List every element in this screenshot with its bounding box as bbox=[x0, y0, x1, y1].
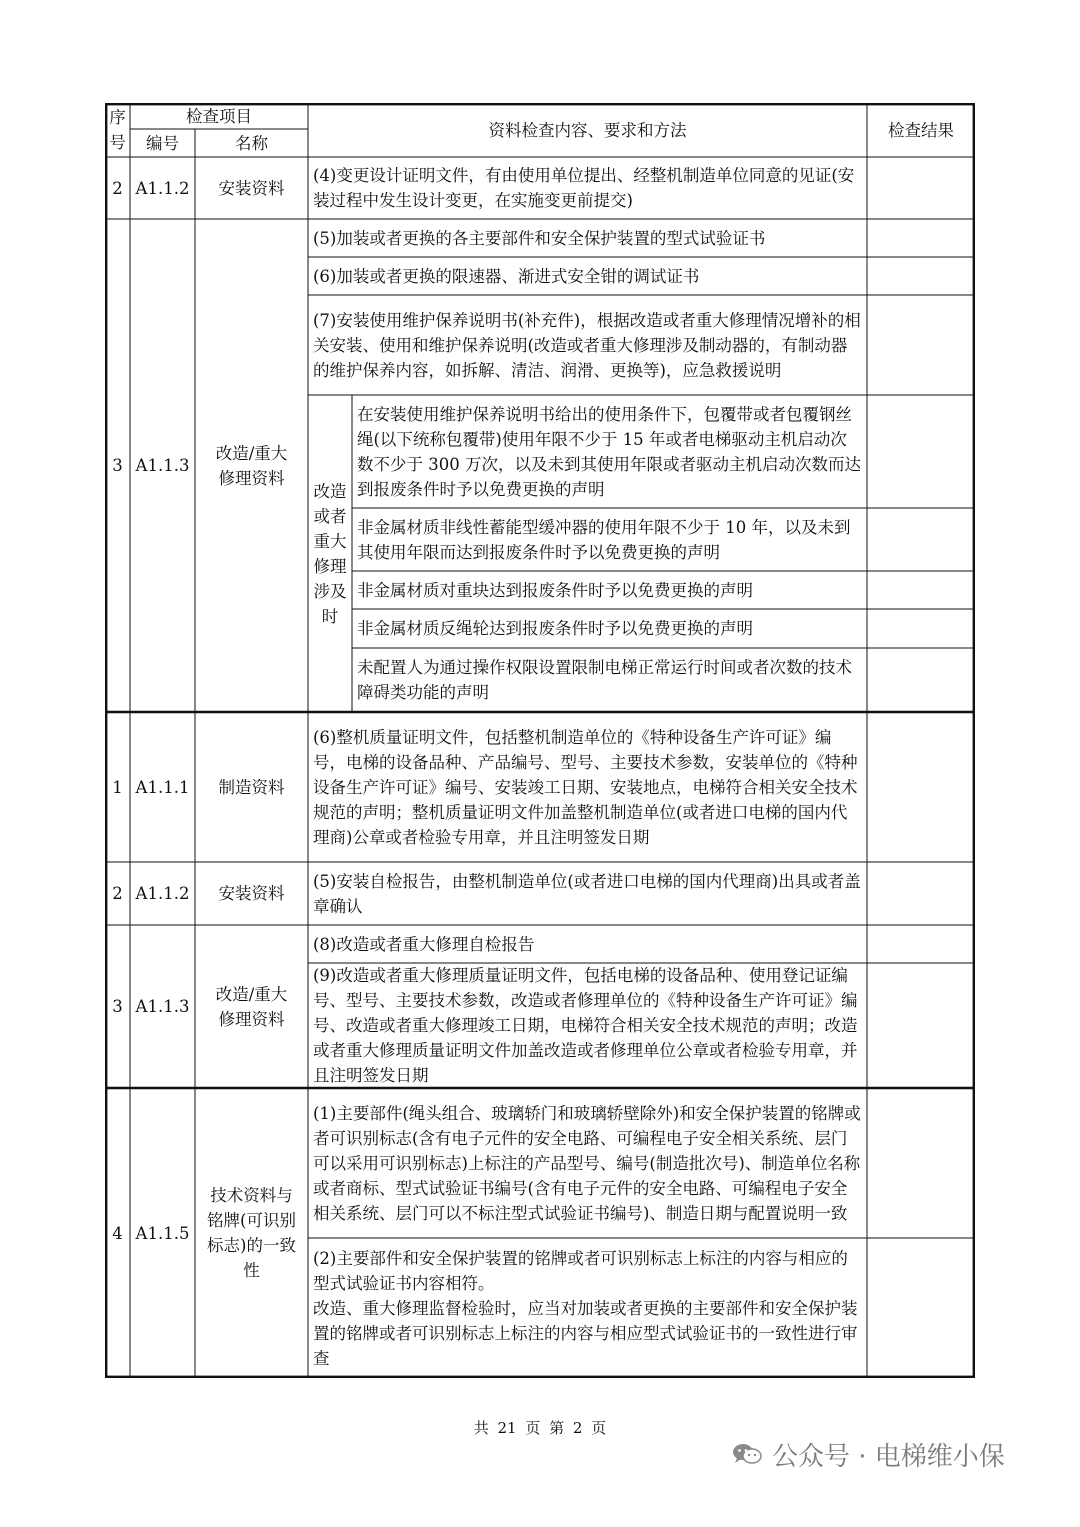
wechat-icon bbox=[732, 1442, 762, 1466]
row-seq: 2 bbox=[112, 178, 123, 198]
content-text: (2)主要部件和安全保护装置的铭牌或者可识别标志上标注的内容与相应的型式试验证书内容相符。 bbox=[313, 1248, 848, 1293]
sub-label-text: 改造或者重大修理涉及时 bbox=[313, 481, 347, 626]
header-name: 名称 bbox=[235, 133, 268, 153]
content-text: 非金属材质反绳轮达到报废条件时予以免费更换的声明 bbox=[357, 619, 753, 638]
content-text: (5)加装或者更换的各主要部件和安全保护装置的型式试验证书 bbox=[313, 228, 766, 248]
content-cell bbox=[308, 295, 867, 395]
content-text: (5)安装自检报告，由整机制造单位(或者进口电梯的国内代理商)出具或者盖章确认 bbox=[313, 871, 861, 916]
content-cell bbox=[308, 1238, 867, 1378]
header-result: 检查结果 bbox=[888, 120, 954, 140]
row-code: A1.1.1 bbox=[135, 777, 190, 797]
content-text: 在安装使用维护保养说明书给出的使用条件下，包覆带或者包覆钢丝绳(以下统称包覆带)使用年限不少于 15 年或者电梯驱动主机启动次数不少于 300 万次，以及未到其使用年限或者驱动主机启动次数而达到报废条件时予以免费更换的声明 bbox=[357, 404, 861, 499]
content-cell bbox=[352, 571, 867, 609]
content-cell bbox=[308, 963, 867, 1088]
row-name: 安装资料 bbox=[218, 178, 285, 198]
watermark bbox=[732, 1432, 1005, 1476]
row-seq: 3 bbox=[112, 997, 123, 1016]
row-name bbox=[195, 925, 308, 1088]
row-name-text: 改造/重大修理资料 bbox=[215, 443, 288, 488]
row-code: A1.1.3 bbox=[135, 997, 190, 1016]
row-name-text: 改造/重大修理资料 bbox=[215, 984, 288, 1029]
content-cell bbox=[352, 508, 867, 571]
row-code: A1.1.2 bbox=[135, 178, 190, 198]
content-text: 未配置人为通过操作权限设置限制电梯正常运行时间或者次数的技术障碍类功能的声明 bbox=[357, 658, 852, 702]
row-name: 安装资料 bbox=[218, 884, 285, 903]
content-text: (6)加装或者更换的限速器、渐进式安全钳的调试证书 bbox=[313, 266, 700, 286]
row-seq: 3 bbox=[112, 456, 123, 475]
row-seq: 2 bbox=[112, 884, 123, 903]
row-name-text: 技术资料与铭牌(可识别标志)的一致性 bbox=[207, 1186, 296, 1280]
header-check-item: 检查项目 bbox=[186, 106, 252, 126]
sub-label bbox=[308, 395, 352, 712]
watermark-text: 公众号 · 电梯维小保 bbox=[772, 1441, 1005, 1472]
content-text: (8)改造或者重大修理自检报告 bbox=[313, 934, 535, 954]
content-text: 非金属材质对重块达到报废条件时予以免费更换的声明 bbox=[357, 580, 753, 600]
content-cell bbox=[308, 1088, 867, 1238]
content-text: (4)变更设计证明文件，有由使用单位提出、经整机制造单位同意的见证(安装过程中发生设计变更，在实施变更前提交) bbox=[313, 166, 855, 210]
inspection-table bbox=[105, 103, 975, 1378]
row-code: A1.1.2 bbox=[135, 884, 190, 903]
content-text: (1)主要部件(绳头组合、玻璃轿门和玻璃轿壁除外)和安全保护装置的铭牌或者可识别标志(含有电子元件的安全电路、可编程电子安全相关系统、层门可以采用可识别标志)上标注的产品型号、编号(制造批次号)、制造单位名称或者商标、型式试验证书编号(含有电子元件的安全电路、可编程电子安全相关系统、层门可以不标注型式试验证书编号)、制造日期与配置说明一致 bbox=[313, 1103, 861, 1223]
row-code: A1.1.3 bbox=[135, 456, 190, 475]
content-cell bbox=[308, 157, 867, 219]
content-text: 非金属材质非线性蓄能型缓冲器的使用年限不少于 10 年，以及未到其使用年限而达到报废条件时予以免费更换的声明 bbox=[357, 517, 851, 562]
content-text: 改造、重大修理监督检验时，应当对加装或者更换的主要部件和安全保护装置的铭牌或者可识别标志上标注的内容与相应型式试验证书的一致性进行审查 bbox=[313, 1298, 858, 1368]
content-cell bbox=[308, 257, 867, 295]
header-seq: 序号 bbox=[109, 108, 126, 152]
row-seq: 1 bbox=[112, 777, 123, 797]
content-cell bbox=[308, 862, 867, 925]
content-text: (6)整机质量证明文件，包括整机制造单位的《特种设备生产许可证》编号，电梯的设备品种、产品编号、型号、主要技术参数，安装单位的《特种设备生产许可证》编号、安装竣工日期、安装地点，电梯符合相关安全技术规范的声明；整机质量证明文件加盖整机制造单位(或者进口电梯的国内代理商)公章或者检验专用章，并且注明签发日期 bbox=[313, 727, 858, 847]
content-cell bbox=[352, 609, 867, 648]
content-cell bbox=[308, 712, 867, 862]
content-cell bbox=[308, 219, 867, 257]
page-footer: 共 21 页 第 2 页 bbox=[473, 1419, 607, 1437]
row-name: 制造资料 bbox=[218, 777, 285, 797]
row-code: A1.1.5 bbox=[135, 1223, 190, 1243]
row-name bbox=[195, 1088, 308, 1378]
content-cell bbox=[308, 925, 867, 963]
row-name bbox=[195, 219, 308, 712]
content-text: (9)改造或者重大修理质量证明文件，包括电梯的设备品种、使用登记证编号、型号、主要技术参数，改造或者修理单位的《特种设备生产许可证》编号、改造或者重大修理竣工日期，电梯符合相关安全技术规范的声明；改造或者重大修理质量证明文件加盖改造或者修理单位公章或者检验专用章，并且注明签发日期 bbox=[313, 966, 858, 1085]
content-cell bbox=[352, 648, 867, 712]
content-text: (7)安装使用维护保养说明书(补充件)，根据改造或者重大修理情况增补的相关安装、使用和维护保养说明(改造或者重大修理涉及制动器的，有制动器的维护保养内容，如拆解、清洁、润滑、更换等)，应急救援说明 bbox=[313, 310, 861, 380]
header-code: 编号 bbox=[146, 133, 179, 153]
header-content: 资料检查内容、要求和方法 bbox=[488, 120, 687, 140]
content-cell bbox=[352, 395, 867, 508]
row-seq: 4 bbox=[112, 1223, 123, 1243]
